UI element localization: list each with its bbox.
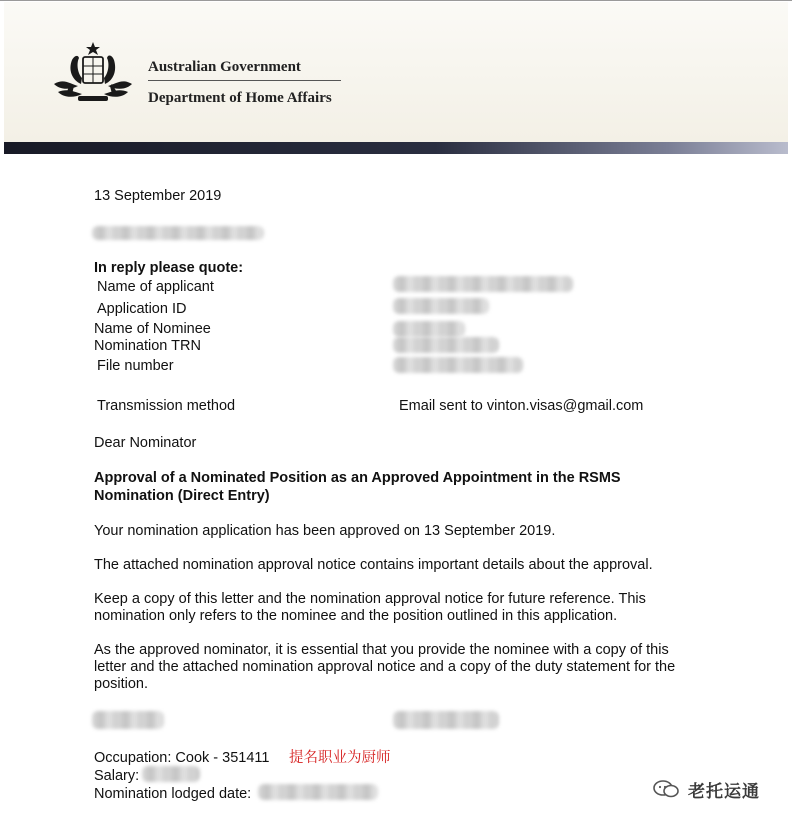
- transmission-label: Transmission method: [97, 398, 236, 414]
- field-label-nominee: Name of Nominee: [94, 321, 211, 337]
- salary-label: Salary:: [94, 768, 140, 784]
- top-rule: [0, 0, 792, 1]
- watermark: [652, 777, 782, 801]
- field-label-trn: Nomination TRN: [94, 338, 201, 354]
- redacted-signature-left: [92, 711, 164, 729]
- subject-line-2: Nomination (Direct Entry): [94, 488, 270, 504]
- field-label-application-id: Application ID: [97, 301, 187, 317]
- body-paragraph-1: Your nomination application has been approved on 13 September 2019.: [94, 523, 556, 539]
- chat-bubbles-icon: [652, 779, 680, 799]
- redacted-signature-right: [393, 711, 499, 729]
- redacted-recipient: [92, 226, 264, 240]
- watermark-text: 老托运通: [688, 782, 760, 801]
- redacted-nominee-name: [393, 321, 465, 337]
- government-title: Australian Government: [148, 59, 301, 75]
- redacted-application-id: [393, 298, 489, 314]
- redacted-applicant-name: [393, 276, 573, 292]
- body-paragraph-3: Keep a copy of this letter and the nomination approval notice for future reference. This nomination only refers to the nominee and the position outlined in this application.: [94, 591, 646, 624]
- field-label-applicant: Name of applicant: [97, 279, 214, 295]
- subject-line-1: Approval of a Nominated Position as an Approved Appointment in the RSMS: [94, 470, 621, 486]
- field-label-file-number: File number: [97, 358, 174, 374]
- body-paragraph-4: As the approved nominator, it is essential that you provide the nominee with a copy of this letter and the attached nomination approval notice and a copy of the duty statement for the position.: [94, 642, 676, 692]
- letterhead-band: [4, 142, 788, 154]
- redacted-trn: [393, 337, 499, 353]
- lodged-date-label: Nomination lodged date:: [94, 786, 252, 802]
- redacted-lodged-date: [258, 784, 378, 800]
- transmission-value: Email sent to vinton.visas@gmail.com: [399, 398, 644, 414]
- reply-heading: In reply please quote:: [94, 260, 244, 276]
- department-title: Department of Home Affairs: [148, 90, 332, 106]
- letter-date: 13 September 2019: [94, 188, 222, 204]
- body-paragraph-2: The attached nomination approval notice contains important details about the approval.: [94, 557, 653, 573]
- redacted-file-number: [393, 357, 523, 373]
- letterhead-divider: [148, 80, 341, 81]
- occupation-annotation: 提名职业为厨师: [289, 750, 391, 766]
- redacted-salary: [142, 766, 200, 782]
- coat-of-arms-icon: [48, 40, 138, 106]
- occupation-line: Occupation: Cook - 351411: [94, 750, 270, 766]
- salutation: Dear Nominator: [94, 435, 197, 451]
